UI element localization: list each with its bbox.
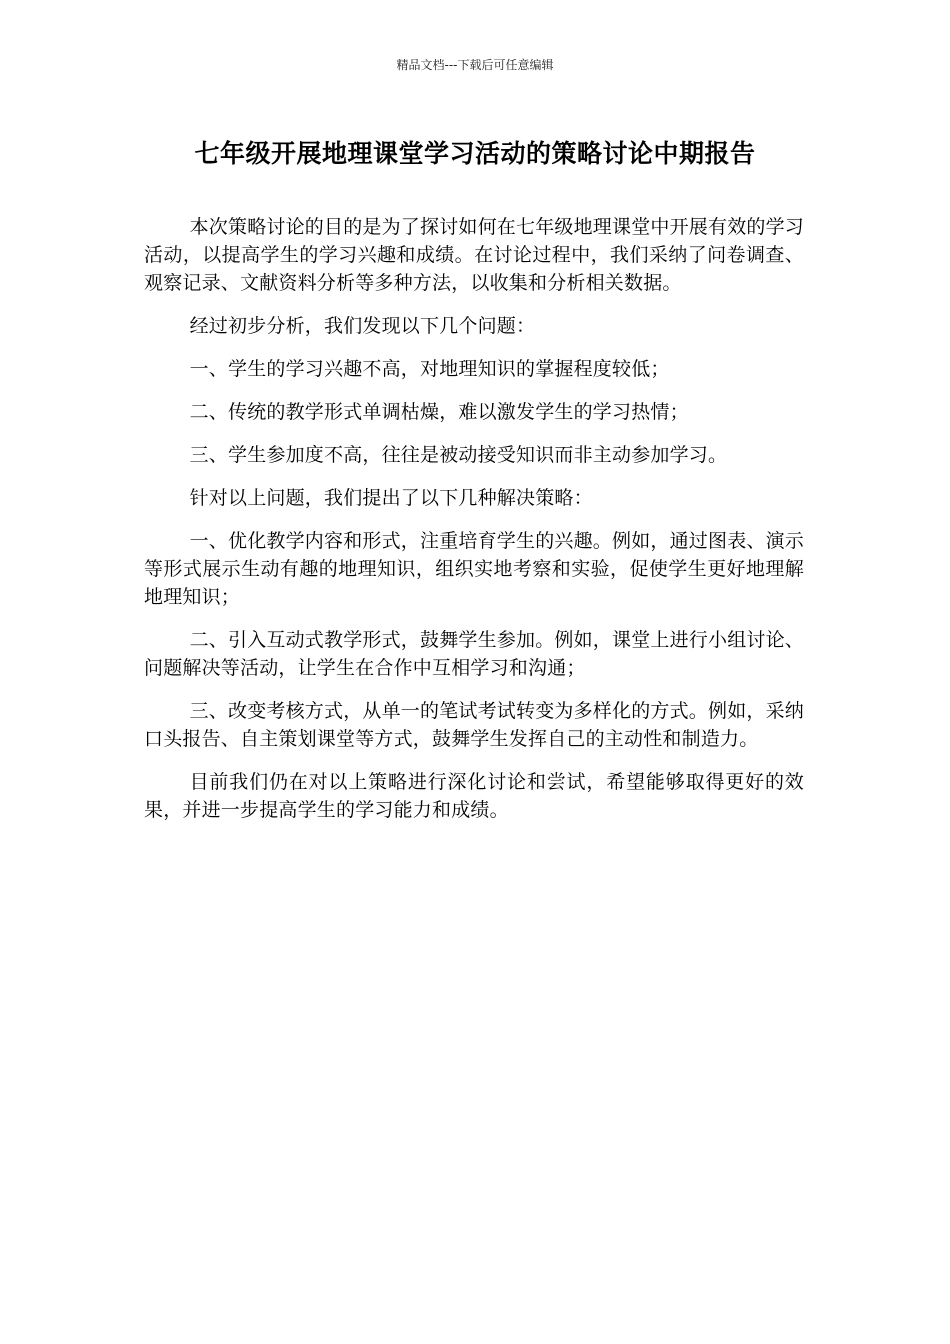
paragraph-findings-intro: 经过初步分析，我们发现以下几个问题： — [189, 315, 536, 337]
paragraph-strategy-3: 三、改变考核方式，从单一的笔试考试转变为多样化的方式。例如，采纳口头报告、自主策划课堂等方式，鼓舞学生发挥自己的主动性和制造力。 — [144, 700, 804, 750]
paragraph-purpose: 本次策略讨论的目的是为了探讨如何在七年级地理课堂中开展有效的学习活动，以提高学生的学习兴趣和成绩。在讨论过程中，我们采纳了问卷调查、观察记录、文献资料分析等多种方法，以收集和分析相关数据。 — [144, 216, 804, 294]
paragraph-strategy-1: 一、优化教学内容和形式，注重培育学生的兴趣。例如，通过图表、演示等形式展示生动有趣的地理知识，组织实地考察和实验，促使学生更好地理解地理知识； — [144, 530, 804, 608]
page-header: 精品文档---下载后可任意编辑 — [396, 58, 554, 72]
paragraph-problem-3: 三、学生参加度不高，往往是被动接受知识而非主动参加学习。 — [189, 444, 728, 466]
paragraph-problem-2: 二、传统的教学形式单调枯燥，难以激发学生的学习热情； — [189, 401, 689, 423]
paragraph-problem-1: 一、学生的学习兴趣不高，对地理知识的掌握程度较低； — [189, 358, 670, 380]
document-title: 七年级开展地理课堂学习活动的策略讨论中期报告 — [194, 139, 756, 168]
paragraph-strategies-intro: 针对以上问题，我们提出了以下几种解决策略： — [189, 487, 593, 509]
document-body — [144, 213, 804, 839]
paragraph-conclusion: 目前我们仍在对以上策略进行深化讨论和尝试，希望能够取得更好的效果，并进一步提高学生的学习能力和成绩。 — [144, 771, 804, 821]
paragraph-strategy-2: 二、引入互动式教学形式，鼓舞学生参加。例如，课堂上进行小组讨论、问题解决等活动，让学生在合作中互相学习和沟通； — [144, 629, 804, 679]
